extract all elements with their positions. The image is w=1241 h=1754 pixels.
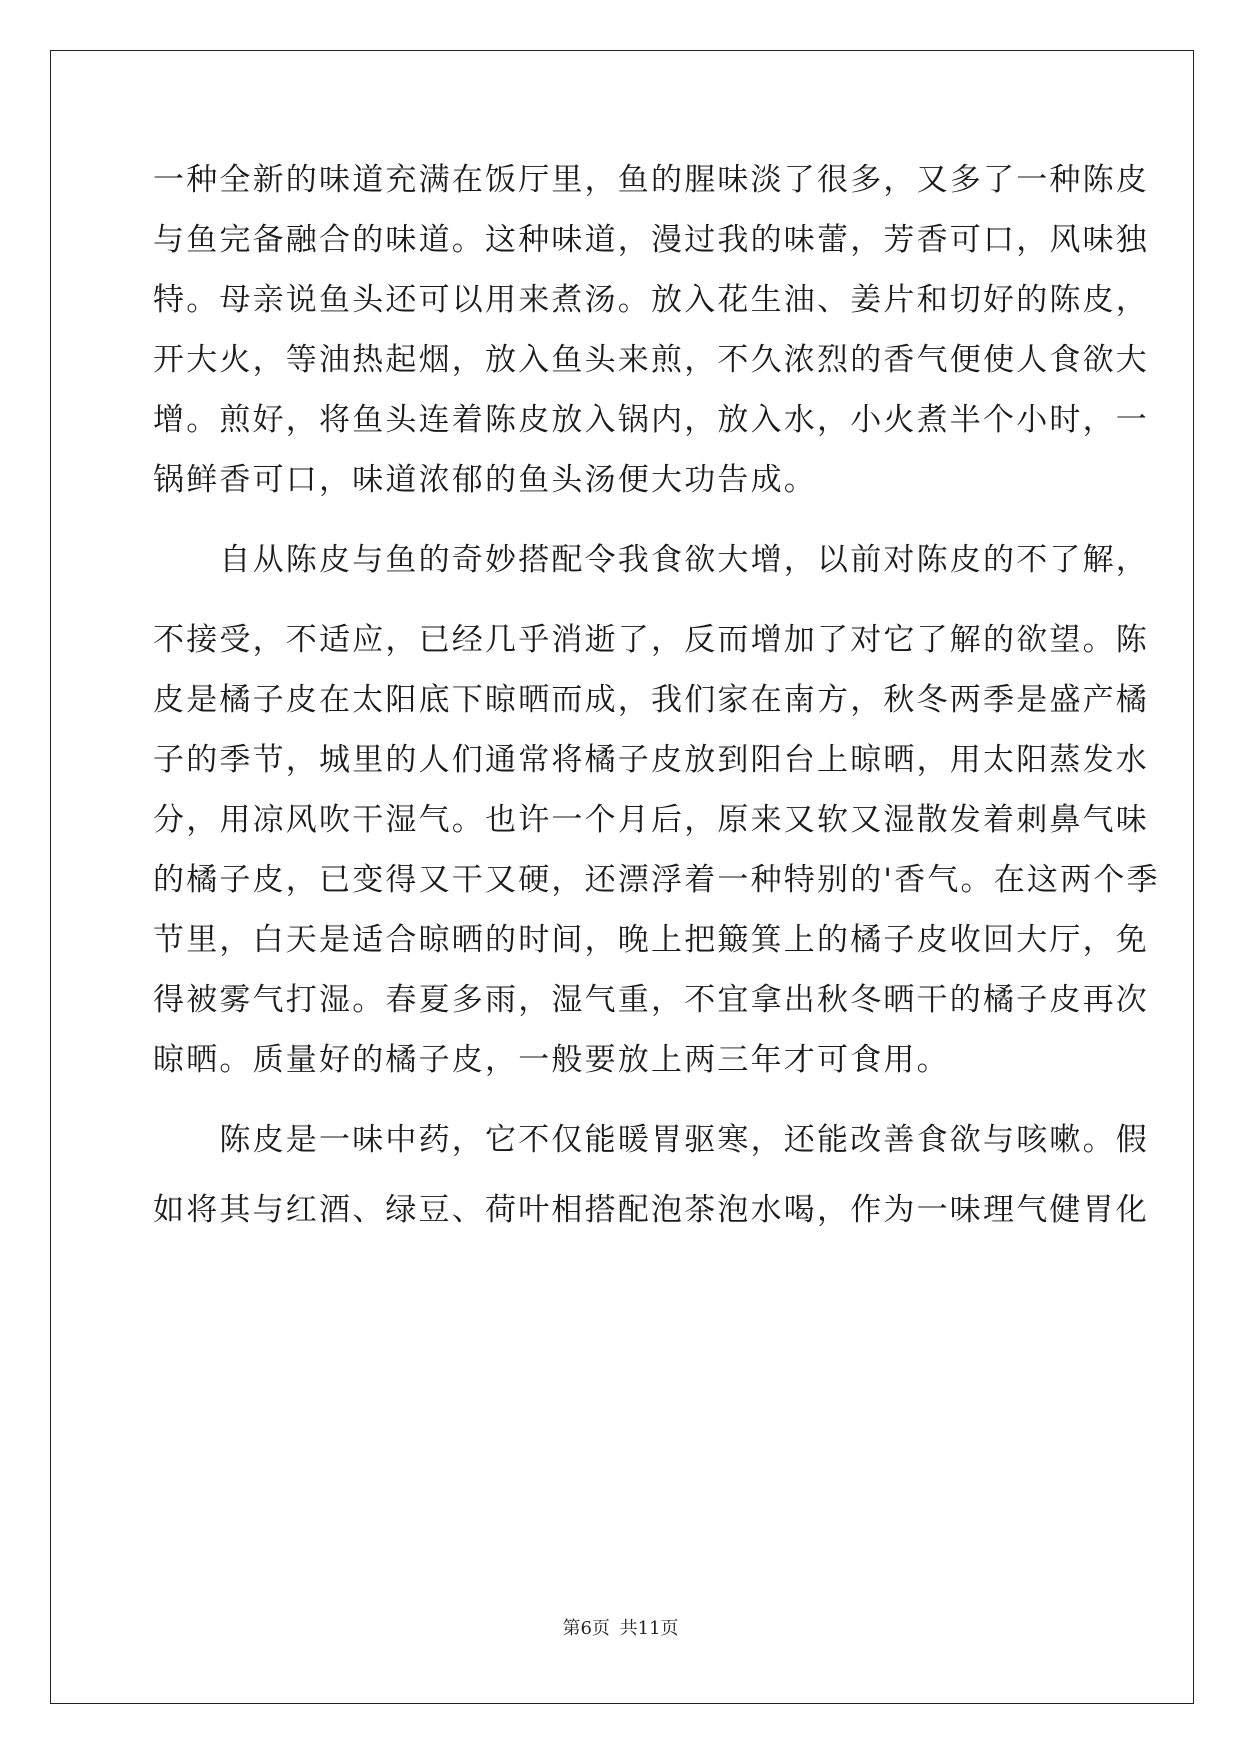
text-line: 增。煎好，将鱼头连着陈皮放入锅内，放入水，小火煮半个小时，一 (153, 402, 1149, 438)
text-line: 开大火，等油热起烟，放入鱼头来煎，不久浓烈的香气便使人食欲大 (153, 342, 1149, 378)
text-line: 与鱼完备融合的味道。这种味道，漫过我的味蕾，芳香可口，风味独 (153, 222, 1149, 258)
text-line: 陈皮是一味中药，它不仅能暖胃驱寒，还能改善食欲与咳嗽。假 (153, 1122, 1149, 1158)
text-line: 锅鲜香可口，味道浓郁的鱼头汤便大功告成。 (153, 462, 817, 498)
text-line: 一种全新的味道充满在饭厅里，鱼的腥味淡了很多，又多了一种陈皮 (153, 162, 1149, 198)
text-line: 分，用凉风吹干湿气。也许一个月后，原来又软又湿散发着刺鼻气味 (153, 802, 1149, 838)
text-line: 自从陈皮与鱼的奇妙搭配令我食欲大增，以前对陈皮的不了解， (153, 542, 1149, 578)
text-line: 特。母亲说鱼头还可以用来煮汤。放入花生油、姜片和切好的陈皮， (153, 282, 1149, 318)
page-footer (0, 1614, 1241, 1640)
text-line: 的橘子皮，已变得又干又硬，还漂浮着一种特别的'香气。在这两个季 (153, 862, 1160, 898)
text-line: 得被雾气打湿。春夏多雨，湿气重，不宜拿出秋冬晒干的橘子皮再次 (153, 982, 1149, 1018)
text-line: 子的季节，城里的人们通常将橘子皮放到阳台上晾晒，用太阳蒸发水 (153, 742, 1149, 778)
text-line: 如将其与红酒、绿豆、荷叶相搭配泡茶泡水喝，作为一味理气健胃化 (153, 1192, 1149, 1228)
text-line: 皮是橘子皮在太阳底下晾晒而成，我们家在南方，秋冬两季是盛产橘 (153, 682, 1149, 718)
text-line: 不接受，不适应，已经几乎消逝了，反而增加了对它了解的欲望。陈 (153, 622, 1149, 658)
page-number: 第6页 (562, 1618, 610, 1639)
text-line: 节里，白天是适合晾晒的时间，晚上把簸箕上的橘子皮收回大厅，免 (153, 922, 1149, 958)
text-line: 晾晒。质量好的橘子皮，一般要放上两三年才可食用。 (153, 1042, 950, 1078)
page-total: 共11页 (619, 1618, 679, 1639)
